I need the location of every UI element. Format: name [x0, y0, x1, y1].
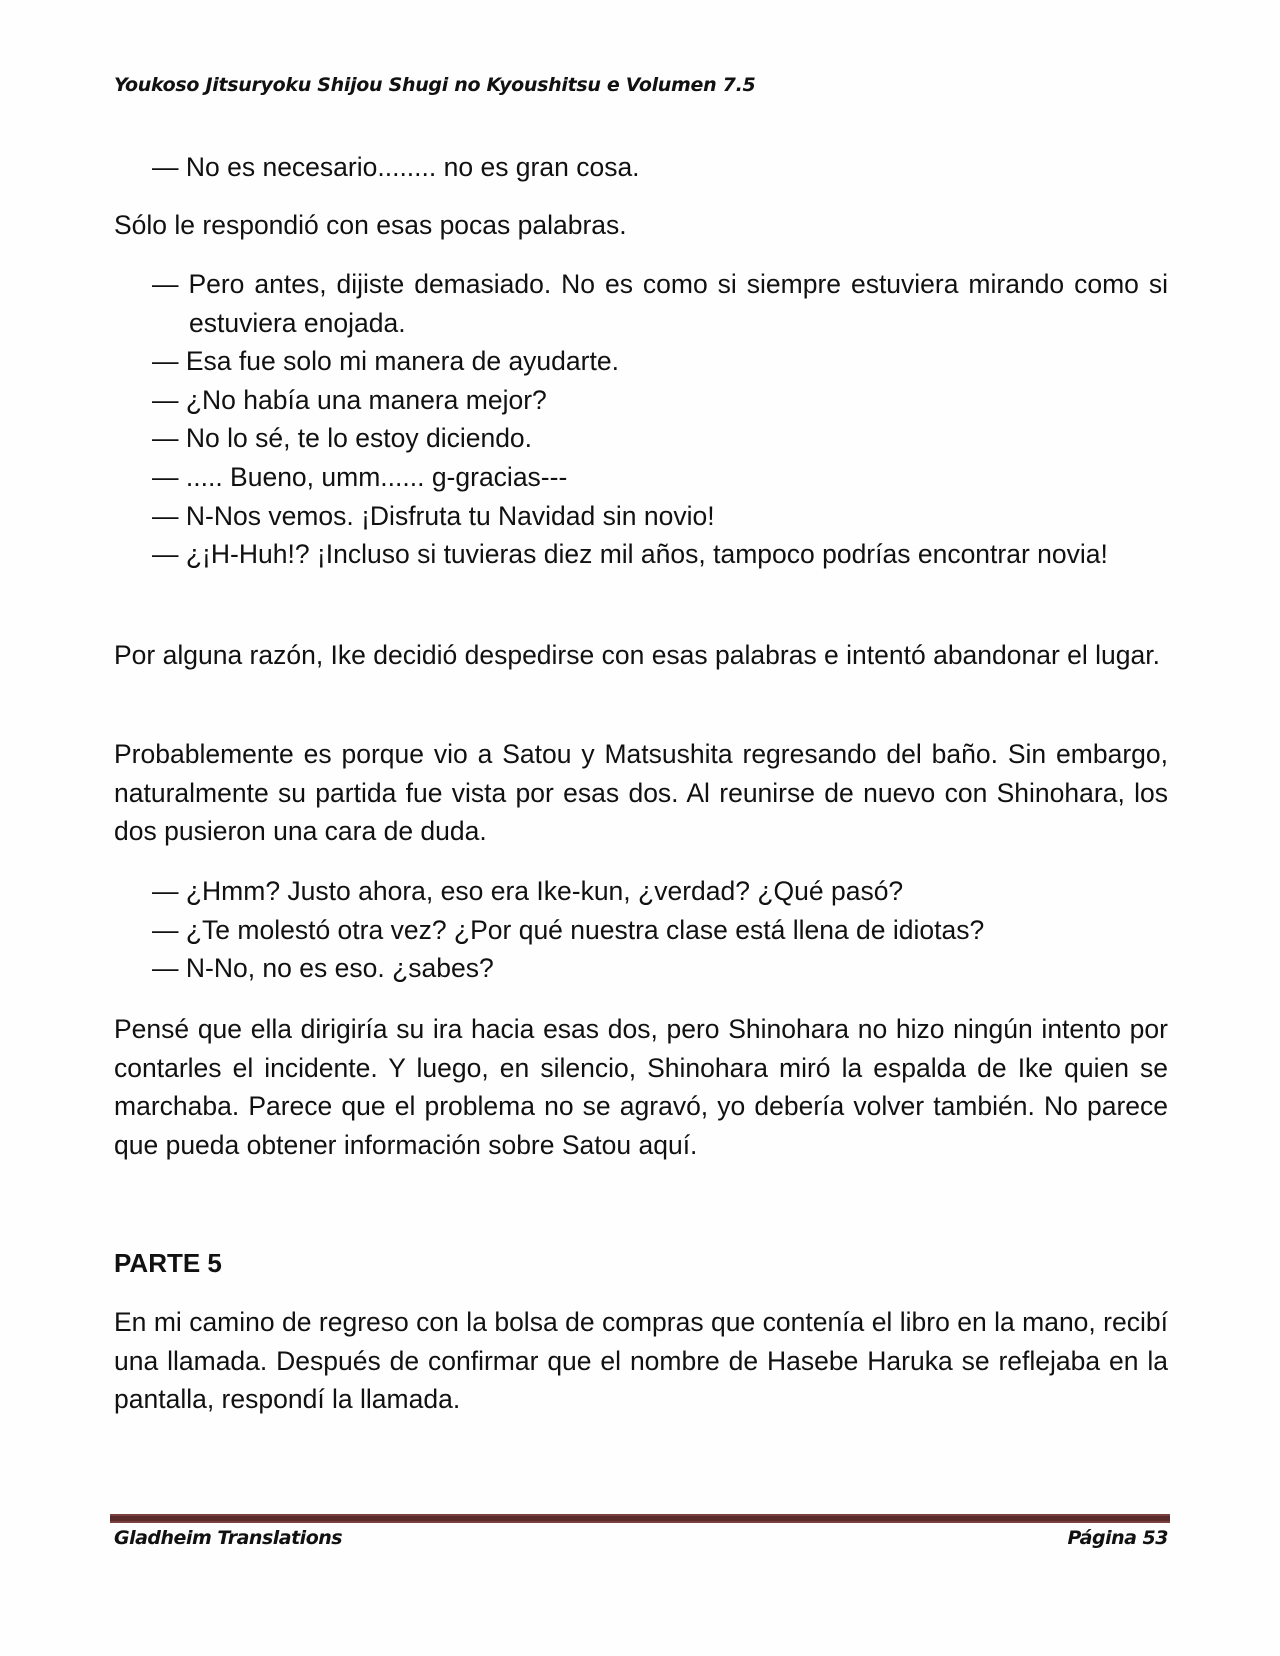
footer-translator-credit: Gladheim Translations: [114, 1527, 343, 1549]
page-body: [114, 148, 1168, 187]
page-body: [114, 1303, 1168, 1419]
dialogue-line: — ¿¡H-Huh!? ¡Incluso si tuvieras diez mil años, tampoco podrías encontrar novia!: [152, 539, 1108, 570]
dialogue-line: — N-No, no es eso. ¿sabes?: [152, 953, 494, 984]
section: [114, 1244, 1168, 1283]
footer-divider: [110, 1514, 1170, 1523]
paragraph: Probablemente es porque vio a Satou y Matsushita regresando del baño. Sin embargo, naturalmente su partida fue vista por esas dos. Al reunirse de nuevo con Shinohara, los dos pusieron una cara de duda.: [114, 739, 1168, 847]
page-body: [114, 206, 1168, 245]
section-heading: PARTE 5: [114, 1248, 222, 1278]
page-body: [114, 1010, 1168, 1164]
dialogue-block: [114, 872, 1168, 988]
dialogue-line: — No es necesario........ no es gran cosa.: [152, 152, 640, 182]
dialogue-line: — N-Nos vemos. ¡Disfruta tu Navidad sin novio!: [152, 500, 715, 531]
dialogue-block: [114, 265, 1168, 574]
dialogue-line: — Esa fue solo mi manera de ayudarte.: [152, 346, 619, 377]
footer-page-number: Página 53: [1067, 1527, 1168, 1549]
paragraph: Sólo le respondió con esas pocas palabras.: [114, 210, 627, 240]
page-body: [114, 735, 1168, 851]
dialogue-line: — ¿Hmm? Justo ahora, eso era Ike-kun, ¿verdad? ¿Qué pasó?: [152, 876, 904, 906]
page-body: [114, 636, 1168, 675]
dialogue-line: — ¿No había una manera mejor?: [152, 384, 547, 415]
paragraph: Por alguna razón, Ike decidió despedirse con esas palabras e intentó abandonar el lugar.: [114, 640, 1160, 670]
dialogue-line: — No lo sé, te lo estoy diciendo.: [152, 423, 533, 454]
dialogue-line: — Pero antes, dijiste demasiado. No es como si siempre estuviera mirando como si estuviera enojada.: [152, 269, 1168, 338]
dialogue-line: — ..... Bueno, umm...... g-gracias---: [152, 461, 568, 492]
dialogue-line: — ¿Te molestó otra vez? ¿Por qué nuestra clase está llena de idiotas?: [152, 914, 985, 945]
paragraph: Pensé que ella dirigiría su ira hacia esas dos, pero Shinohara no hizo ningún intento por contarles el incidente. Y luego, en silencio, Shinohara miró la espalda de Ike quien se marchaba. Parece que el problema no se agravó, yo debería volver también. No parece que pueda obtener información sobre Satou aquí.: [114, 1014, 1168, 1160]
paragraph: En mi camino de regreso con la bolsa de compras que contenía el libro en la mano, recibí una llamada. Después de confirmar que el nombre de Hasebe Haruka se reflejaba en la pantalla, respondí la llamada.: [114, 1307, 1168, 1415]
page-header-title: Youkoso Jitsuryoku Shijou Shugi no Kyoushitsu e Volumen 7.5: [114, 74, 756, 96]
